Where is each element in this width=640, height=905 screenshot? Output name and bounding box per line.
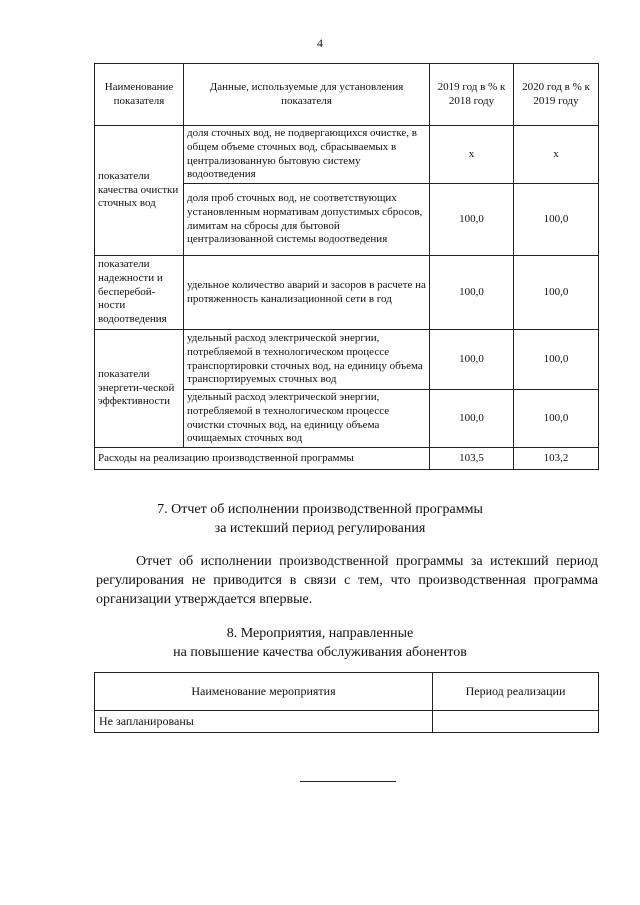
table-row	[95, 330, 599, 390]
total-label: Расходы на реализацию производственной программы	[95, 448, 430, 470]
page-number: 4	[317, 36, 323, 50]
row-data: удельный расход электрической энергии, потребляемой в технологическом процессе очистки сточных вод, на единицу объема очищаемых сточных вод	[184, 390, 430, 448]
indicators-table	[94, 63, 599, 470]
row-value-2019: 100,0	[430, 330, 514, 390]
section-8-title-line2: на повышение качества обслуживания абонентов	[173, 645, 467, 660]
total-value-2019: 103,5	[430, 448, 514, 470]
table-row	[95, 256, 599, 330]
header-data: Данные, используемые для установления показателя	[184, 64, 430, 126]
row-data: удельный расход электрической энергии, потребляемой в технологическом процессе транспортировки сточных вод, на единицу объема транспортируемых сточных вод	[184, 330, 430, 390]
header-2020: 2020 год в % к 2019 году	[514, 64, 599, 126]
group-name: показатели энергети-ческой эффективности	[95, 330, 184, 448]
row-value-2019: 100,0	[430, 390, 514, 448]
section-7-title-line2: за истекший период регулирования	[214, 521, 426, 536]
row-value-2020: 100,0	[514, 330, 599, 390]
total-value-2020: 103,2	[514, 448, 599, 470]
header-indicator: Наименование показателя	[95, 64, 184, 126]
row-value-2020: 100,0	[514, 256, 599, 330]
row-data: доля проб сточных вод, не соответствующих установленным нормативам допустимых сбросов, лимитам на сбросы для бытовой централизованной системы водоотведения	[184, 184, 430, 256]
table-header-row	[95, 673, 599, 711]
table-row	[95, 126, 599, 184]
group-name: показатели качества очистки сточных вод	[95, 126, 184, 256]
table-total-row	[95, 448, 599, 470]
section-7-paragraph: Отчет об исполнении производственной программы за истекший период регулирования не приводится в связи с тем, что производственная программа организации утверждается впервые.	[96, 554, 598, 607]
row-value-2019: 100,0	[430, 184, 514, 256]
footer-divider	[300, 781, 396, 782]
row-value-2019: х	[430, 126, 514, 184]
row-value-2020: 100,0	[514, 184, 599, 256]
row-value-2020: 100,0	[514, 390, 599, 448]
row-data: удельное количество аварий и засоров в расчете на протяженность канализационной сети в год	[184, 256, 430, 330]
measures-table	[94, 672, 599, 733]
table-header-row	[95, 64, 599, 126]
row-value-2019: 100,0	[430, 256, 514, 330]
group-name: показатели надежности и бесперебой-ности водоотведения	[95, 256, 184, 330]
row-value-2020: х	[514, 126, 599, 184]
section-7-title-line1: 7. Отчет об исполнении производственной программы	[157, 502, 483, 517]
row-period	[433, 711, 599, 733]
header-2019: 2019 год в % к 2018 году	[430, 64, 514, 126]
row-measure: Не запланированы	[95, 711, 433, 733]
section-8-title-line1: 8. Мероприятия, направленные	[226, 626, 414, 641]
table-row	[95, 711, 599, 733]
row-data: доля сточных вод, не подвергающихся очистке, в общем объеме сточных вод, сбрасываемых в централизованную бытовую систему водоотведения	[184, 126, 430, 184]
header-period: Период реализации	[433, 673, 599, 711]
header-measure: Наименование мероприятия	[95, 673, 433, 711]
